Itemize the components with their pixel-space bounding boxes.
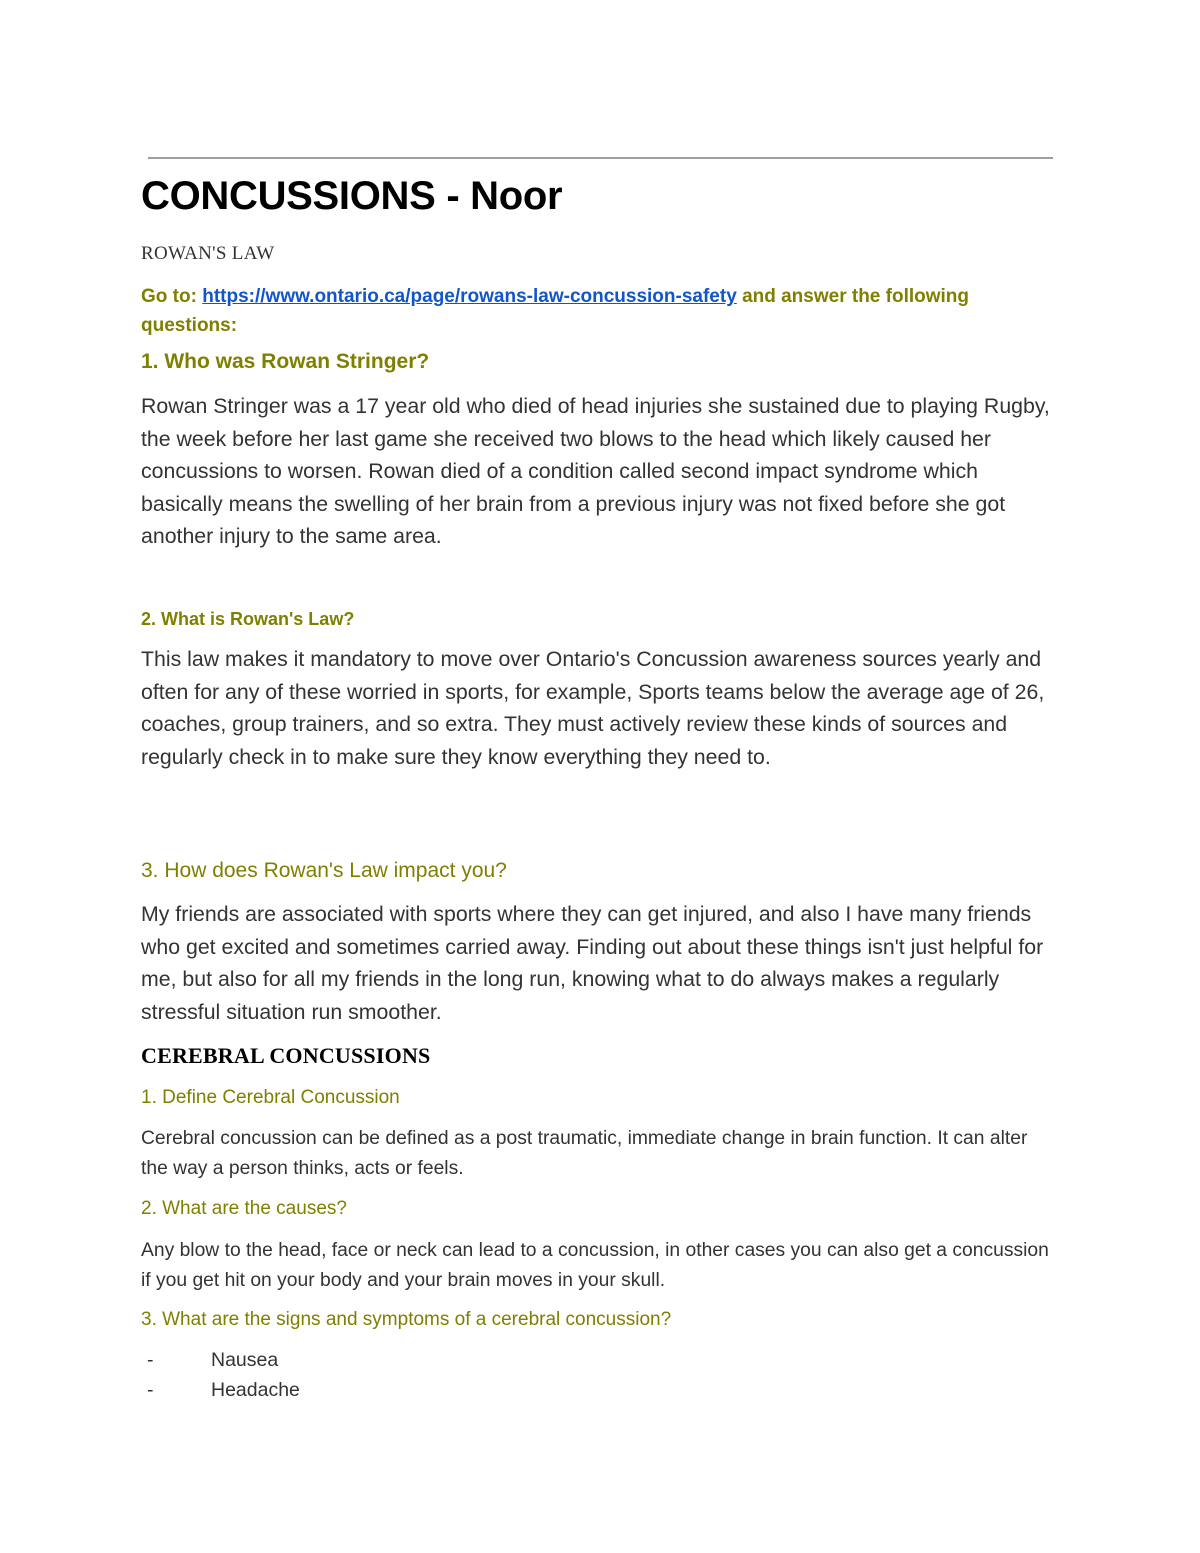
answer-what-is-rowans-law: This law makes it mandatory to move over Ontario's Concussion awareness sources yearly and often for any of these worried in sports, for example, Sports teams below the average age of 26, coaches, group trainers, and so extra. They must actively review these kinds of sources and regularly check in to make sure they know everything they need to. (141, 647, 1045, 769)
instructions (141, 282, 1041, 340)
question-define-concussion: 1. Define Cerebral Concussion (141, 1087, 400, 1108)
symptom-label: Headache (211, 1379, 300, 1401)
question-what-is-rowans-law: 2. What is Rowan's Law? (141, 609, 355, 629)
section-heading-cerebral-concussions: CEREBRAL CONCUSSIONS (141, 1043, 431, 1068)
goto-prefix: Go to: (141, 286, 197, 307)
section-heading-rowans-law: ROWAN'S LAW (141, 243, 275, 264)
symptom-label: Nausea (211, 1349, 279, 1371)
horizontal-rule (148, 157, 1053, 159)
rowans-law-link[interactable]: https://www.ontario.ca/page/rowans-law-concussion-safety (202, 286, 737, 307)
symptoms-list (141, 1345, 300, 1405)
question-who-was-rowan: 1. Who was Rowan Stringer? (141, 350, 430, 373)
list-item (141, 1345, 300, 1375)
bullet-dash: - (147, 1349, 154, 1371)
question-causes: 2. What are the causes? (141, 1198, 347, 1219)
answer-causes: Any blow to the head, face or neck can lead to a concussion, in other cases you can also get a concussion if you get hit on your body and your brain moves in your skull. (141, 1240, 1049, 1291)
page-title: CONCUSSIONS - Noor (141, 174, 563, 218)
list-item (141, 1375, 300, 1405)
goto-suffix: and answer the following questions: (141, 286, 970, 336)
answer-define-concussion: Cerebral concussion can be defined as a post traumatic, immediate change in brain function. It can alter the way a person thinks, acts or feels. (141, 1128, 1028, 1179)
answer-impact-on-you: My friends are associated with sports where they can get injured, and also I have many friends who get excited and sometimes carried away. Finding out about these things isn't just helpful for me, but also for all my friends in the long run, knowing what to do always makes a regularly stressful situation run smoother. (141, 902, 1044, 1024)
question-impact-on-you: 3. How does Rowan's Law impact you? (141, 859, 507, 882)
question-signs-symptoms: 3. What are the signs and symptoms of a cerebral concussion? (141, 1309, 672, 1330)
answer-who-was-rowan: Rowan Stringer was a 17 year old who died of head injuries she sustained due to playing Rugby, the week before her last game she received two blows to the head which likely caused her concussions to worsen. Rowan died of a condition called second impact syndrome which basically means the swelling of her brain from a previous injury was not fixed before she got another injury to the same area. (141, 394, 1050, 548)
bullet-dash: - (147, 1379, 154, 1401)
